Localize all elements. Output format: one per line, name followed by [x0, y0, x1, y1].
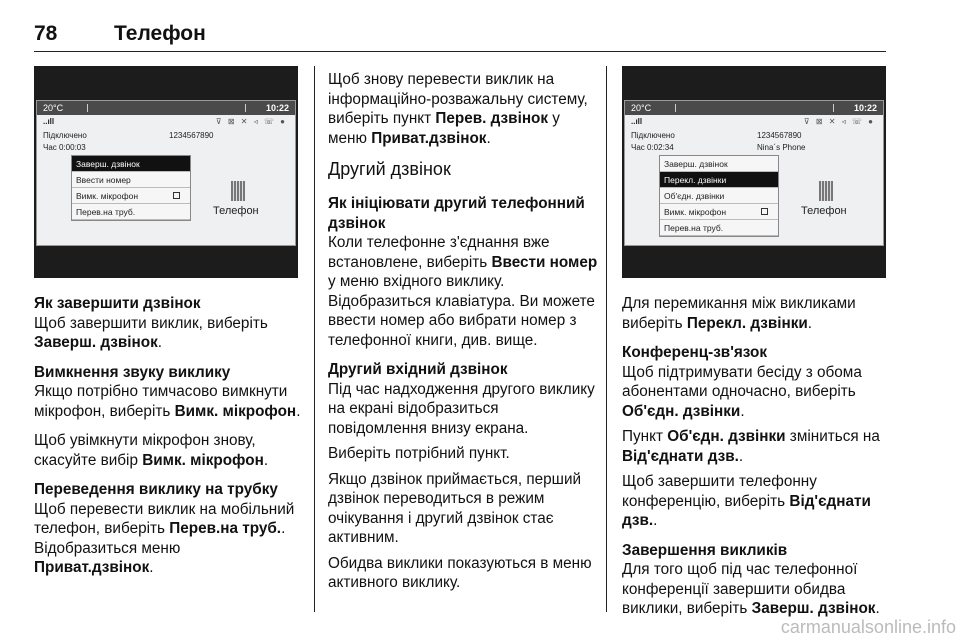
menu-item-enter-number[interactable]: Ввести номер	[72, 172, 190, 188]
paragraph: Щоб увімкнути мікрофон знову, скасуйте вибір Вимк. мікрофон.	[34, 432, 269, 469]
signal-icon: ..ıll	[43, 117, 55, 126]
status-icons: ⊽ ⊠ ✕ ◃ ☏ ●	[215, 117, 287, 126]
heading-incoming: Другий вхідний дзвінок	[328, 361, 508, 378]
infotainment-screen	[624, 100, 884, 246]
paragraph: Для того щоб під час телефонної конференції завершити обидва виклики, виберіть Заверш. дзвінок.	[622, 561, 880, 617]
menu-item-merge-calls[interactable]: Об'єдн. дзвінки	[660, 188, 778, 204]
status-bar	[625, 101, 883, 115]
page-header	[34, 18, 886, 52]
phone-label: Телефон	[213, 205, 259, 217]
status-icons: ⊽ ⊠ ✕ ◃ ☏ ●	[803, 117, 875, 126]
heading-initiate: Як ініціювати другий телефонний дзвінок	[328, 195, 585, 232]
call-number: 1234567890	[757, 131, 802, 140]
clock: 10:22	[853, 103, 877, 113]
menu-item-handset[interactable]: Перев.на труб.	[660, 220, 778, 236]
column-1	[34, 294, 302, 588]
call-menu	[71, 155, 191, 221]
screenshot-second-call-menu	[622, 66, 886, 278]
paragraph: Щоб знову перевести виклик на інформаційно-розважальну систему, виберіть пункт Перев. дзвінок у меню Приват.дзвінок.	[328, 71, 588, 147]
paragraph: Виберіть потрібний пункт.	[328, 445, 510, 462]
heading-handset: Переведення виклику на трубку	[34, 481, 278, 498]
column-divider-2	[606, 66, 607, 612]
menu-item-mute-mic[interactable]	[660, 204, 778, 220]
menu-item-mute-mic[interactable]	[72, 188, 190, 204]
call-number: 1234567890	[169, 131, 214, 140]
checkbox-icon	[173, 192, 180, 199]
menu-item-end-call[interactable]: Заверш. дзвінок	[660, 156, 778, 172]
menu-item-end-call[interactable]: Заверш. дзвінок	[72, 156, 190, 172]
section-title: Другий дзвінок	[328, 159, 451, 179]
screenshot-call-menu	[34, 66, 298, 278]
clock: 10:22	[265, 103, 289, 113]
paragraph: Щоб завершити виклик, виберіть Заверш. дзвінок.	[34, 314, 268, 351]
temperature: 20°C	[631, 103, 652, 113]
page-title: Телефон	[114, 22, 206, 45]
paragraph: Обидва виклики показуються в меню активного виклику.	[328, 554, 592, 591]
paragraph: Для перемикання між викликами виберіть Перекл. дзвінки.	[622, 295, 856, 332]
temperature: 20°C	[43, 103, 64, 113]
heading-end-call: Як завершити дзвінок	[34, 295, 201, 312]
infotainment-screen	[36, 100, 296, 246]
call-menu	[659, 155, 779, 237]
column-2	[328, 70, 598, 603]
status-bar	[37, 101, 295, 115]
page-number: 78	[34, 22, 58, 45]
phone-icon	[819, 181, 833, 201]
paragraph: Якщо потрібно тимчасово вимкнути мікрофон, виберіть Вимк. мікрофон.	[34, 383, 301, 420]
paragraph: Під час надходження другого виклику на екрані відобразиться повідомлення внизу екрана.	[328, 380, 595, 437]
phone-icon	[231, 181, 245, 201]
menu-item-handset[interactable]: Перев.на труб.	[72, 204, 190, 220]
paragraph: Щоб підтримувати бесіду з обома абонентами одночасно, виберіть Об'єдн. дзвінки.	[622, 363, 862, 420]
menu-item-label: Вимк. мікрофон	[664, 207, 727, 217]
paragraph: Коли телефонне з'єднання вже встановлене, виберіть Ввести номер у меню вхідного виклику. Відобразиться клавіатура. Ви можете ввести номер або вибрати номер з телефонної книги, див. вище.	[328, 234, 598, 349]
phone-label: Телефон	[801, 205, 847, 217]
call-timer: Час 0:02:34	[631, 143, 674, 152]
menu-item-label: Вимк. мікрофон	[76, 191, 139, 201]
heading-mute: Вимкнення звуку виклику	[34, 363, 231, 381]
second-contact: Nina´s Phone	[757, 143, 806, 152]
column-divider-1	[314, 66, 315, 612]
signal-icon: ..ıll	[631, 117, 643, 126]
watermark: carmanualsonline.info	[780, 617, 956, 637]
call-timer: Час 0:00:03	[43, 143, 86, 152]
paragraph: Щоб завершити телефонну конференцію, виберіть Від'єднати дзв..	[622, 473, 871, 529]
checkbox-icon	[761, 208, 768, 215]
connection-status: Підключено	[43, 131, 87, 140]
column-3	[622, 294, 892, 629]
paragraph: Пункт Об'єдн. дзвінки зміниться на Від'єднати дзв..	[622, 428, 880, 465]
heading-conference: Конференц-зв'язок	[622, 344, 767, 361]
connection-status: Підключено	[631, 131, 675, 140]
paragraph: Щоб перевести виклик на мобільний телефон, виберіть Перев.на труб.. Відобразиться меню Приват.дзвінок.	[34, 500, 295, 576]
menu-item-switch-calls[interactable]: Перекл. дзвінки	[660, 172, 778, 188]
paragraph: Якщо дзвінок приймається, перший дзвінок переводиться в режим очікування і другий дзвінок стає активним.	[328, 470, 582, 546]
heading-end-calls: Завершення викликів	[622, 541, 788, 559]
